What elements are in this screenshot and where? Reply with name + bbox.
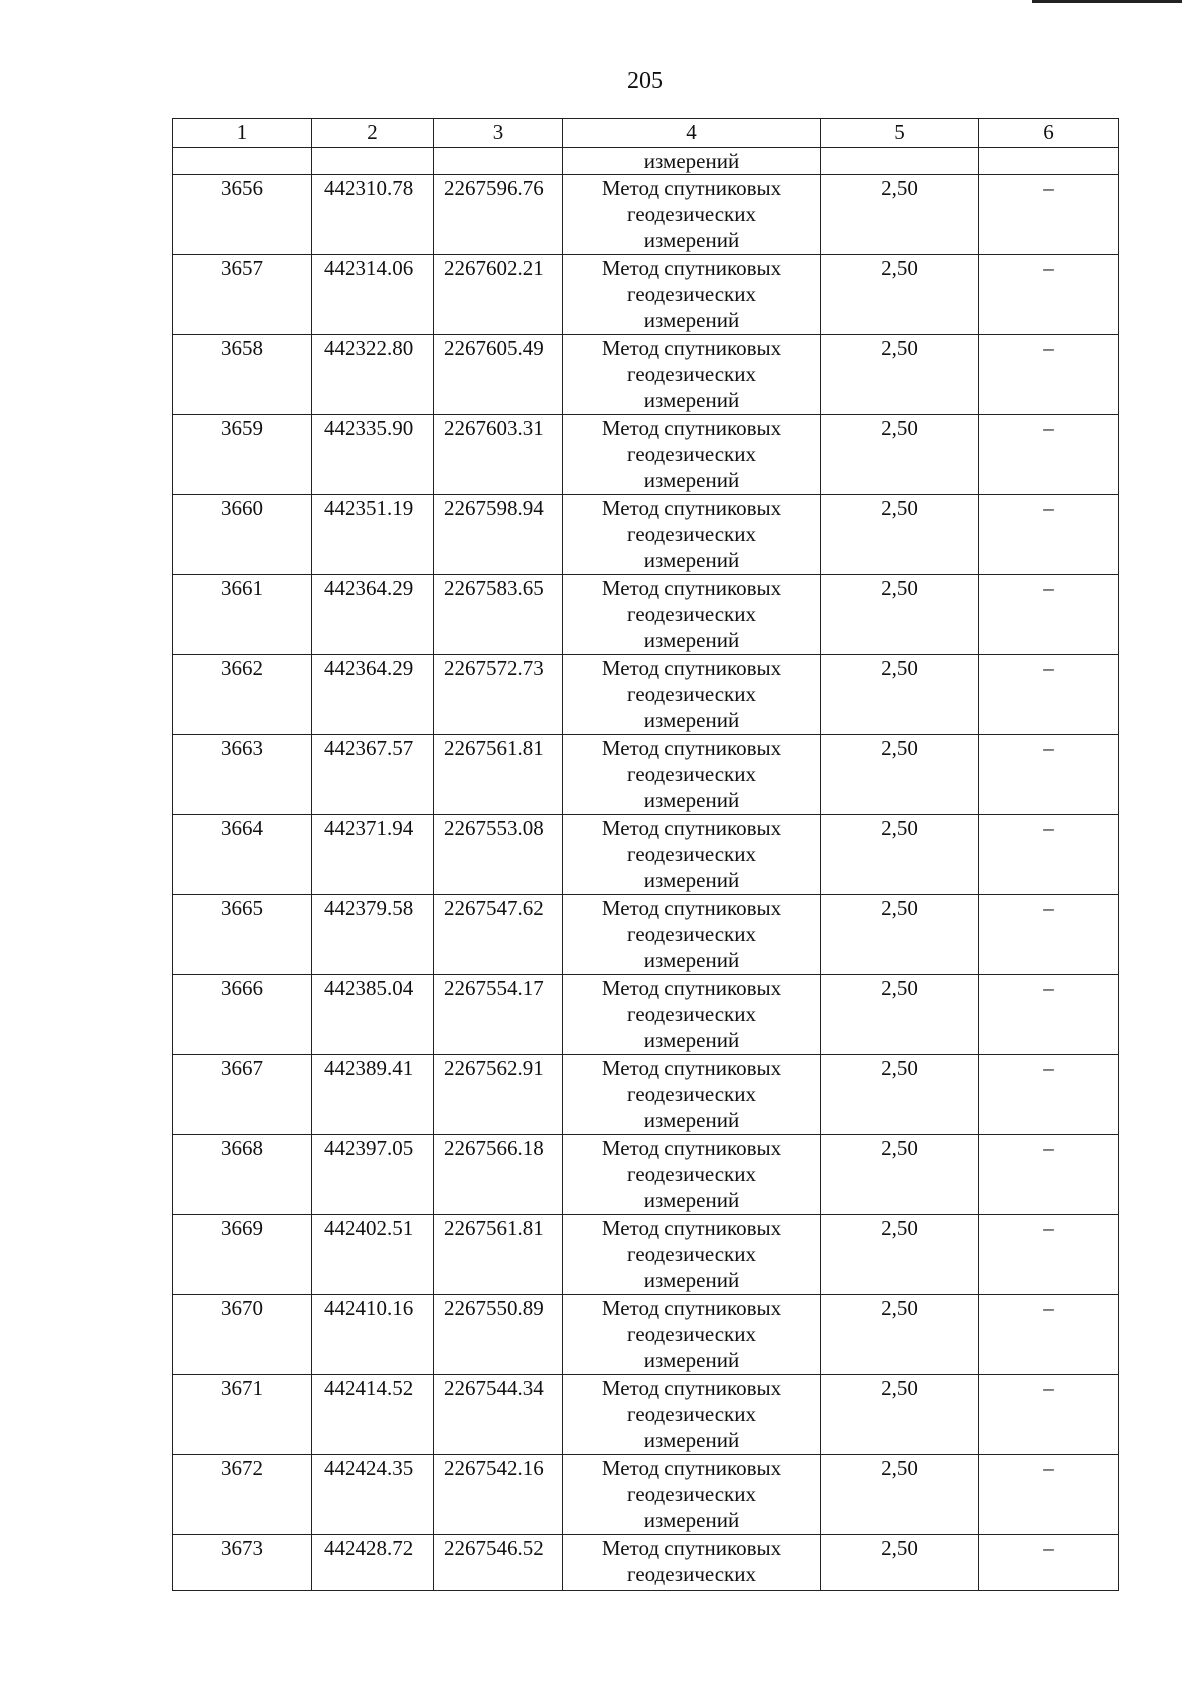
point-number-cell: 3657 [173,255,312,335]
point-number-cell: 3672 [173,1455,312,1535]
method-line: Метод спутниковых [601,496,782,520]
method-line: Метод спутниковых [601,896,782,920]
accuracy-cell: 2,50 [821,575,979,655]
table-row [173,815,1119,895]
method-cell [563,575,821,655]
method-line: измерений [643,468,740,492]
coordinates-table [172,118,1119,1591]
method-cell [563,495,821,575]
method-line: Метод спутниковых [601,1216,782,1240]
accuracy-cell: 2,50 [821,495,979,575]
header-cell-3: 3 [434,119,563,148]
method-cell [563,175,821,255]
method-line: геодезических [626,842,756,866]
method-line: Метод спутниковых [601,656,782,680]
method-cell [563,1135,821,1215]
method-line: измерений [643,228,740,252]
method-cell [563,895,821,975]
method-line: измерений [643,1108,740,1132]
table-row [173,1215,1119,1295]
table-row [173,1055,1119,1135]
method-line: геодезических [626,282,756,306]
header-cell-1: 1 [173,119,312,148]
note-cell: – [979,735,1119,815]
note-cell: – [979,575,1119,655]
table-row [173,895,1119,975]
y-coordinate-cell: 2267542.16 [434,1455,563,1535]
header-cell-4: 4 [563,119,821,148]
table-row [173,1455,1119,1535]
point-number-cell: 3673 [173,1535,312,1591]
accuracy-cell: 2,50 [821,735,979,815]
method-cell [563,815,821,895]
method-cell [563,1535,821,1591]
table-row [173,975,1119,1055]
method-line: Метод спутниковых [601,1456,782,1480]
y-coordinate-cell: 2267605.49 [434,335,563,415]
point-number-cell: 3660 [173,495,312,575]
point-number-cell: 3670 [173,1295,312,1375]
point-number-cell: 3662 [173,655,312,735]
accuracy-cell: 2,50 [821,1535,979,1591]
point-number-cell: 3658 [173,335,312,415]
method-line: геодезических [626,602,756,626]
x-coordinate-cell: 442364.29 [312,655,434,735]
method-line: Метод спутниковых [601,976,782,1000]
note-cell: – [979,415,1119,495]
method-cell [563,1295,821,1375]
note-cell: – [979,175,1119,255]
x-coordinate-cell: 442322.80 [312,335,434,415]
accuracy-cell: 2,50 [821,975,979,1055]
method-cell [563,255,821,335]
header-cell-2: 2 [312,119,434,148]
method-line: геодезических [626,1482,756,1506]
method-cell [563,1055,821,1135]
y-coordinate-cell: 2267561.81 [434,1215,563,1295]
point-number-cell: 3663 [173,735,312,815]
y-coordinate-cell: 2267554.17 [434,975,563,1055]
method-line: геодезических [626,202,756,226]
x-coordinate-cell: 442335.90 [312,415,434,495]
point-number-cell: 3661 [173,575,312,655]
point-number-cell: 3665 [173,895,312,975]
note-cell: – [979,1135,1119,1215]
point-number-cell: 3666 [173,975,312,1055]
x-coordinate-cell: 442389.41 [312,1055,434,1135]
x-coordinate-cell: 442314.06 [312,255,434,335]
table-row [173,255,1119,335]
accuracy-cell: 2,50 [821,1295,979,1375]
accuracy-cell: 2,50 [821,1375,979,1455]
table-row [173,1375,1119,1455]
y-coordinate-cell: 2267550.89 [434,1295,563,1375]
method-line: Метод спутниковых [601,1296,782,1320]
method-line: геодезических [626,1082,756,1106]
header-row [173,119,1119,148]
table-row [173,1535,1119,1591]
point-number-cell: 3671 [173,1375,312,1455]
method-line: измерений [643,548,740,572]
note-cell: – [979,1535,1119,1591]
method-line: геодезических [626,922,756,946]
method-line: измерений [643,1508,740,1532]
x-coordinate-cell: 442367.57 [312,735,434,815]
y-coordinate-cell: 2267572.73 [434,655,563,735]
method-cell [563,1375,821,1455]
continued-cell-2 [312,148,434,175]
method-line: Метод спутниковых [601,1136,782,1160]
method-line: измерений [643,1028,740,1052]
method-cell [563,735,821,815]
method-line: Метод спутниковых [601,1376,782,1400]
method-line: измерений [643,1268,740,1292]
point-number-cell: 3664 [173,815,312,895]
y-coordinate-cell: 2267546.52 [434,1535,563,1591]
point-number-cell: 3656 [173,175,312,255]
x-coordinate-cell: 442414.52 [312,1375,434,1455]
method-line: геодезических [626,1402,756,1426]
y-coordinate-cell: 2267562.91 [434,1055,563,1135]
accuracy-cell: 2,50 [821,335,979,415]
method-line: Метод спутниковых [601,736,782,760]
method-line: геодезических [626,1322,756,1346]
y-coordinate-cell: 2267598.94 [434,495,563,575]
x-coordinate-cell: 442424.35 [312,1455,434,1535]
method-cell [563,335,821,415]
accuracy-cell: 2,50 [821,415,979,495]
note-cell: – [979,1215,1119,1295]
accuracy-cell: 2,50 [821,895,979,975]
method-line: геодезических [626,682,756,706]
method-line: геодезических [626,442,756,466]
method-line: измерений [643,948,740,972]
x-coordinate-cell: 442410.16 [312,1295,434,1375]
method-line: измерений [643,1348,740,1372]
continued-cell-1 [173,148,312,175]
x-coordinate-cell: 442364.29 [312,575,434,655]
y-coordinate-cell: 2267603.31 [434,415,563,495]
y-coordinate-cell: 2267547.62 [434,895,563,975]
note-cell: – [979,1455,1119,1535]
x-coordinate-cell: 442310.78 [312,175,434,255]
method-line: геодезических [626,522,756,546]
note-cell: – [979,975,1119,1055]
x-coordinate-cell: 442428.72 [312,1535,434,1591]
method-cell [563,415,821,495]
method-cell [563,1215,821,1295]
x-coordinate-cell: 442385.04 [312,975,434,1055]
x-coordinate-cell: 442379.58 [312,895,434,975]
method-line: измерений [643,308,740,332]
method-cell [563,975,821,1055]
point-number-cell: 3659 [173,415,312,495]
point-number-cell: 3669 [173,1215,312,1295]
table-body [173,119,1119,1591]
method-line: Метод спутниковых [601,576,782,600]
method-line: геодезических [626,762,756,786]
continued-cell-6 [979,148,1119,175]
table-row [173,175,1119,255]
method-line: измерений [643,388,740,412]
note-cell: – [979,495,1119,575]
continued-row [173,148,1119,175]
accuracy-cell: 2,50 [821,1215,979,1295]
method-cell [563,655,821,735]
accuracy-cell: 2,50 [821,815,979,895]
method-line: геодезических [626,1242,756,1266]
note-cell: – [979,255,1119,335]
continued-cell-4: измерений [563,148,821,175]
note-cell: – [979,655,1119,735]
point-number-cell: 3668 [173,1135,312,1215]
method-line: измерений [643,628,740,652]
method-line: измерений [643,788,740,812]
note-cell: – [979,1055,1119,1135]
page-corner-rule [1032,0,1182,3]
accuracy-cell: 2,50 [821,655,979,735]
method-line: Метод спутниковых [601,256,782,280]
y-coordinate-cell: 2267596.76 [434,175,563,255]
accuracy-cell: 2,50 [821,255,979,335]
note-cell: – [979,1295,1119,1375]
method-line: измерений [643,868,740,892]
method-line: измерений [643,708,740,732]
method-line: геодезических [626,362,756,386]
table-row [173,1135,1119,1215]
continued-cell-3 [434,148,563,175]
table-row [173,655,1119,735]
continued-cell-5 [821,148,979,175]
accuracy-cell: 2,50 [821,175,979,255]
method-line: геодезических [626,1562,756,1586]
table-row [173,735,1119,815]
x-coordinate-cell: 442371.94 [312,815,434,895]
note-cell: – [979,815,1119,895]
note-cell: – [979,1375,1119,1455]
method-cell [563,1455,821,1535]
y-coordinate-cell: 2267553.08 [434,815,563,895]
method-line: Метод спутниковых [601,416,782,440]
accuracy-cell: 2,50 [821,1055,979,1135]
note-cell: – [979,895,1119,975]
table-row [173,335,1119,415]
header-cell-5: 5 [821,119,979,148]
table-row [173,575,1119,655]
method-line: Метод спутниковых [601,816,782,840]
y-coordinate-cell: 2267544.34 [434,1375,563,1455]
point-number-cell: 3667 [173,1055,312,1135]
header-cell-6: 6 [979,119,1119,148]
table-row [173,415,1119,495]
x-coordinate-cell: 442351.19 [312,495,434,575]
accuracy-cell: 2,50 [821,1455,979,1535]
y-coordinate-cell: 2267583.65 [434,575,563,655]
accuracy-cell: 2,50 [821,1135,979,1215]
page-number: 205 [627,68,663,94]
table-row [173,495,1119,575]
x-coordinate-cell: 442402.51 [312,1215,434,1295]
y-coordinate-cell: 2267566.18 [434,1135,563,1215]
note-cell: – [979,335,1119,415]
method-line: Метод спутниковых [601,176,782,200]
method-line: измерений [643,1428,740,1452]
method-line: геодезических [626,1162,756,1186]
method-line: Метод спутниковых [601,336,782,360]
table-row [173,1295,1119,1375]
method-line: Метод спутниковых [601,1056,782,1080]
method-line: геодезических [626,1002,756,1026]
y-coordinate-cell: 2267602.21 [434,255,563,335]
method-line: измерений [643,1188,740,1212]
method-line: Метод спутниковых [601,1536,782,1560]
x-coordinate-cell: 442397.05 [312,1135,434,1215]
y-coordinate-cell: 2267561.81 [434,735,563,815]
